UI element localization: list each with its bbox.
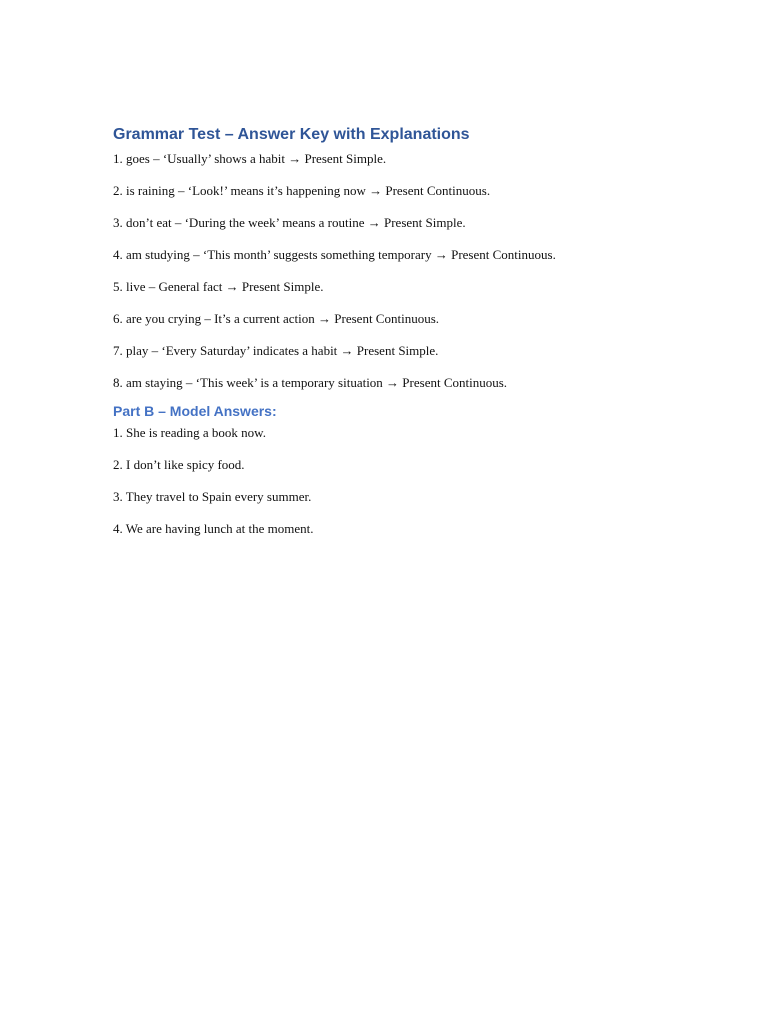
model-answer-item: 3. They travel to Spain every summer. bbox=[113, 489, 312, 504]
part-b-heading: Part B – Model Answers: bbox=[113, 403, 277, 419]
document-page bbox=[113, 124, 713, 538]
answer-item: 8. am staying – ‘This week’ is a temporary situation → Present Continuous. bbox=[113, 375, 508, 390]
page-title: Grammar Test – Answer Key with Explanations bbox=[113, 126, 470, 143]
answer-item: 5. live – General fact → Present Simple. bbox=[113, 279, 324, 294]
answer-item: 4. am studying – ‘This month’ suggests something temporary → Present Continuous. bbox=[113, 247, 556, 262]
model-answer-item: 2. I don’t like spicy food. bbox=[113, 457, 245, 472]
model-answer-list bbox=[113, 424, 713, 538]
answer-item: 7. play – ‘Every Saturday’ indicates a habit → Present Simple. bbox=[113, 343, 439, 358]
model-answer-item: 1. She is reading a book now. bbox=[113, 425, 266, 440]
answer-item: 3. don’t eat – ‘During the week’ means a routine → Present Simple. bbox=[113, 215, 466, 230]
model-answer-item: 4. We are having lunch at the moment. bbox=[113, 521, 314, 536]
answer-item: 1. goes – ‘Usually’ shows a habit → Present Simple. bbox=[113, 151, 387, 166]
answer-list bbox=[113, 150, 713, 392]
answer-item: 2. is raining – ‘Look!’ means it’s happening now → Present Continuous. bbox=[113, 183, 491, 198]
answer-item: 6. are you crying – It’s a current action → Present Continuous. bbox=[113, 311, 440, 326]
